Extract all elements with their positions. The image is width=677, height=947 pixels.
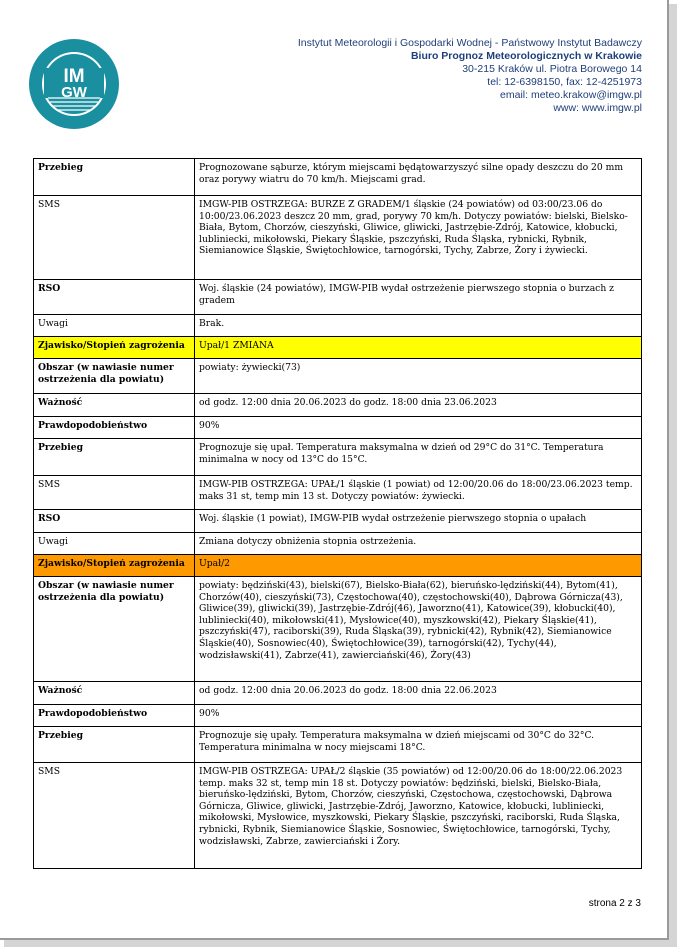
row-value: od godz. 12:00 dnia 20.06.2023 do godz. 18:00 dnia 22.06.2023 [195, 682, 642, 705]
imgw-logo [28, 38, 120, 130]
row-value: Prognozuje się upał. Temperatura maksymalna w dzień od 29°C do 31°C. Temperatura minimalna w nocy od 13°C do 15°C. [195, 439, 642, 476]
row-label: SMS [34, 196, 195, 280]
row-label: Uwagi [34, 315, 195, 337]
table-row [34, 476, 642, 510]
row-label: RSO [34, 510, 195, 533]
row-value: 90% [195, 705, 642, 727]
row-value: Brak. [195, 315, 642, 337]
svg-text:IM: IM [63, 66, 85, 87]
table-row [34, 682, 642, 705]
row-value: IMGW-PIB OSTRZEGA: UPAŁ/2 śląskie (35 powiatów) od 12:00/20.06 do 18:00/22.06.2023 temp. maks 32 st, temp min 18 st. Dotyczy powiatów: będziński, bielski, Bielsko-Biała, bieruńsko-lędziński, Bytom, Chorzów, cieszyński, Częstochowa, częstochowski, Dąbrowa Górnicza, Gliwice, gliwicki, Jastrzębie-Zdrój, Jaworzno, Katowice, kłobucki, lubliniecki, mikołowski, Mysłowice, myszkowski, Piekary Śląskie, pszczyński, raciborski, Ruda Śląska, rybnicki, Rybnik, Siemianowice Śląskie, Sosnowiec, Świętochłowice, tarnogórski, Tychy, wodzisławski, Zabrze, zawierciański i Żory. [195, 763, 642, 869]
table-row [34, 417, 642, 439]
institute-header [298, 37, 642, 116]
table-row [34, 280, 642, 315]
table-row [34, 510, 642, 533]
svg-text:GW: GW [61, 84, 87, 101]
row-value: od godz. 12:00 dnia 20.06.2023 do godz. 18:00 dnia 23.06.2023 [195, 394, 642, 417]
row-label: Przebieg [34, 159, 195, 196]
office-website: www: www.imgw.pl [553, 102, 642, 115]
page-number: strona 2 z 3 [588, 898, 641, 909]
table-row [34, 315, 642, 337]
row-label: Prawdopodobieństwo [34, 705, 195, 727]
row-label: Zjawisko/Stopień zagrożenia [34, 555, 195, 577]
row-value: Woj. śląskie (1 powiat), IMGW-PIB wydał ostrzeżenie pierwszego stopnia o upałach [195, 510, 642, 533]
row-value: IMGW-PIB OSTRZEGA: UPAŁ/1 śląskie (1 powiat) od 12:00/20.06 do 18:00/23.06.2023 temp. maks 31 st, temp min 13 st. Dotyczy powiatów: żywiecki. [195, 476, 642, 510]
row-label: Ważność [34, 394, 195, 417]
row-value: Upał/2 [195, 555, 642, 577]
row-label: SMS [34, 476, 195, 510]
page-shadow-right [669, 4, 677, 947]
table-row [34, 196, 642, 280]
table-row [34, 359, 642, 394]
row-value: Zmiana dotyczy obniżenia stopnia ostrzeżenia. [195, 533, 642, 555]
row-label: RSO [34, 280, 195, 315]
office-email: email: meteo.krakow@imgw.pl [500, 89, 642, 102]
office-address: 30-215 Kraków ul. Piotra Borowego 14 [462, 63, 642, 76]
institute-name: Instytut Meteorologii i Gospodarki Wodnej - Państwowy Instytut Badawczy [297, 37, 642, 49]
row-label: Uwagi [34, 533, 195, 555]
row-label: SMS [34, 763, 195, 869]
row-label: Ważność [34, 682, 195, 705]
row-label: Prawdopodobieństwo [34, 417, 195, 439]
office-name: Biuro Prognoz Meteorologicznych w Krakowie [410, 50, 642, 63]
row-label: Zjawisko/Stopień zagrożenia [34, 337, 195, 359]
row-value: Upał/1 ZMIANA [195, 337, 642, 359]
table-row [34, 727, 642, 763]
table-row [34, 705, 642, 727]
page-shadow-bottom [4, 940, 677, 947]
table-row [34, 159, 642, 196]
row-label: Przebieg [34, 727, 195, 763]
table-row [34, 577, 642, 682]
table-row-highlight-orange [34, 555, 642, 577]
row-label: Obszar (w nawiasie numer ostrzeżenia dla powiatu) [34, 577, 195, 682]
row-value: powiaty: żywiecki(73) [195, 359, 642, 394]
row-value: Prognozuje się upały. Temperatura maksymalna w dzień miejscami od 30°C do 32°C. Temperatura minimalna w nocy miejscami 18°C. [195, 727, 642, 763]
table-row-highlight-yellow [34, 337, 642, 359]
row-value: Woj. śląskie (24 powiatów), IMGW-PIB wydał ostrzeżenie pierwszego stopnia o burzach z gradem [195, 280, 642, 315]
row-value: Prognozowane sąburze, którym miejscami będątowarzyszyć silne opady deszczu do 20 mm oraz porywy wiatru do 70 km/h. Miejscami grad. [195, 159, 642, 196]
row-label: Obszar (w nawiasie numer ostrzeżenia dla powiatu) [34, 359, 195, 394]
row-value: powiaty: będziński(43), bielski(67), Bielsko-Biała(62), bieruńsko-lędziński(44), Bytom(41), Chorzów(40), cieszyński(73), Częstochowa(40), częstochowski(40), Dąbrowa Górnicza(43), Gliwice(39), gliwicki(39), Jastrzębie-Zdrój(46), Jaworzno(41), Katowice(39), kłobucki(40), lubliniecki(40), mikołowski(41), Mysłowice(40), myszkowski(42), Piekary Śląskie(41), pszczyński(47), raciborski(39), Ruda Śląska(39), rybnicki(42), Rybnik(42), Siemianowice Śląskie(40), Sosnowiec(40), Świętochłowice(39), tarnogórski(42), Tychy(44), wodzisławski(41), Zabrze(41), zawierciański(46), Żory(43) [195, 577, 642, 682]
row-value: 90% [195, 417, 642, 439]
table-row [34, 763, 642, 869]
table-row [34, 394, 642, 417]
row-value: IMGW-PIB OSTRZEGA: BURZE Z GRADEM/1 śląskie (24 powiatów) od 03:00/23.06 do 10:00/23.06.2023 deszcz 20 mm, grad, porywy 70 km/h. Dotyczy powiatów: bielski, Bielsko-Biała, Bytom, Chorzów, cieszyński, Gliwice, gliwicki, Jastrzębie-Zdrój, Katowice, kłobucki, lubliniecki, mikołowski, Piekary Śląskie, pszczyński, Ruda Śląska, rybnicki, Rybnik, Siemianowice Śląskie, Świętochłowice, tarnogórski, Tychy, Zabrze, Żory i żywiecki. [195, 196, 642, 280]
table-row [34, 439, 642, 476]
warning-table [33, 158, 642, 869]
row-label: Przebieg [34, 439, 195, 476]
table-row [34, 533, 642, 555]
office-phone: tel: 12-6398150, fax: 12-4251973 [487, 76, 642, 89]
